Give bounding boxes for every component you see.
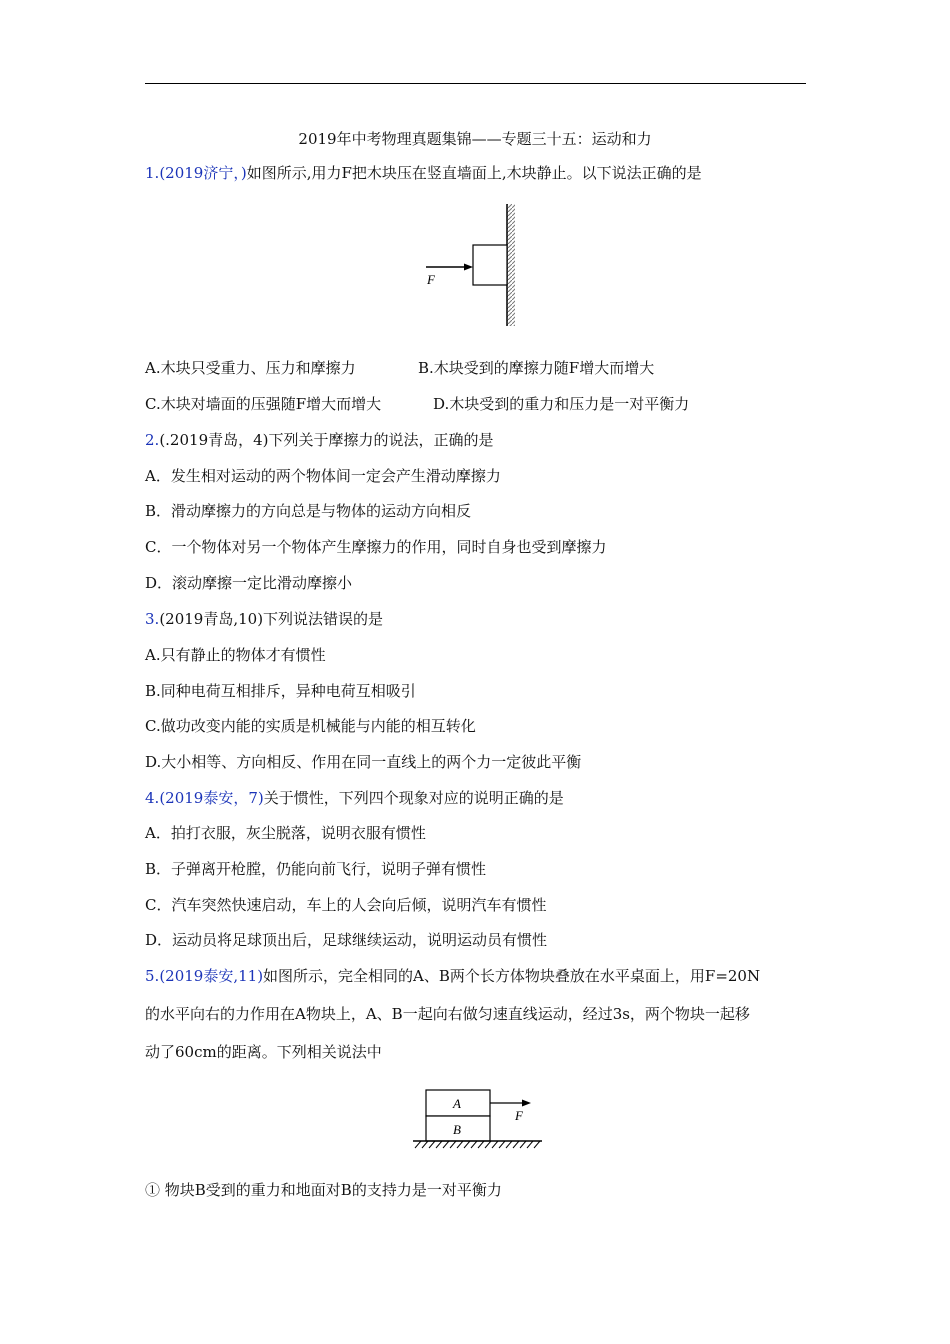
q1-stem-line — [145, 163, 702, 183]
q5-line-2: 的水平向右的力作用在A物块上，A、B一起向右做匀速直线运动，经过3s，两个物块一起移 — [145, 1005, 750, 1023]
q3-option-b: B.同种电荷互相排斥，异种电荷互相吸引 — [145, 682, 416, 700]
q3-stem: 下列说法错误的是 — [263, 610, 384, 628]
ground-hatch — [415, 1141, 540, 1148]
force-f-label: F — [515, 1108, 523, 1123]
wood-block — [473, 245, 507, 285]
q5-statement-1: ① 物块B受到的重力和地面对B的支持力是一对平衡力 — [145, 1181, 502, 1199]
q2-option-b: B．滑动摩擦力的方向总是与物体的运动方向相反 — [145, 502, 472, 520]
q3-stem-line — [145, 609, 383, 629]
force-arrow-head — [464, 264, 473, 271]
q2-number: 2. — [145, 431, 160, 449]
header-rule — [145, 83, 806, 84]
force-label: F — [427, 272, 435, 287]
q1-figure — [420, 200, 520, 330]
q4-option-d: D．运动员将足球顶出后，足球继续运动，说明运动员有惯性 — [145, 931, 548, 949]
q4-option-a: A．拍打衣服，灰尘脱落，说明衣服有惯性 — [145, 824, 426, 842]
q5-text-1: 如图所示，完全相同的A、B两个长方体物块叠放在水平桌面上，用F=20N — [263, 967, 761, 985]
q1-option-d: D.木块受到的重力和压力是一对平衡力 — [433, 395, 690, 413]
q3-option-d: D.大小相等、方向相反、作用在同一直线上的两个力一定彼此平衡 — [145, 753, 582, 771]
q1-source: (2019济宁，) — [159, 164, 247, 182]
q1-option-b: B.木块受到的摩擦力随F增大而增大 — [418, 359, 655, 377]
q1-option-c: C.木块对墙面的压强随F增大而增大 — [145, 395, 382, 413]
block-b-label: B — [453, 1122, 461, 1137]
q3-option-a: A.只有静止的物体才有惯性 — [145, 646, 326, 664]
wall-hatch — [507, 204, 515, 326]
q3-number: 3. — [145, 610, 160, 628]
q4-option-c: C．汽车突然快速启动，车上的人会向后倾，说明汽车有惯性 — [145, 896, 547, 914]
q1-stem: 如图所示,用力F把木块压在竖直墙面上,木块静止。以下说法正确的是 — [246, 164, 702, 182]
force-f-head — [522, 1100, 531, 1107]
q2-option-d: D．滚动摩擦一定比滑动摩擦小 — [145, 574, 353, 592]
q4-option-b: B．子弹离开枪膛，仍能向前飞行，说明子弹有惯性 — [145, 860, 487, 878]
q4-stem-line — [145, 788, 564, 808]
q3-option-c: C.做功改变内能的实质是机械能与内能的相互转化 — [145, 717, 476, 735]
q5-line-1 — [145, 966, 760, 986]
q4-stem: 关于惯性，下列四个现象对应的说明正确的是 — [263, 789, 564, 807]
q2-source: (.2019青岛，4) — [159, 431, 269, 449]
q4-source: (2019泰安，7) — [159, 789, 264, 807]
q1-number: 1. — [145, 164, 160, 182]
block-a-label: A — [453, 1096, 461, 1111]
q2-option-c: C．一个物体对另一个物体产生摩擦力的作用，同时自身也受到摩擦力 — [145, 538, 607, 556]
q2-stem: 下列关于摩擦力的说法，正确的是 — [268, 431, 494, 449]
q3-source: (2019青岛,10) — [159, 610, 264, 628]
q5-number: 5. — [145, 967, 160, 985]
q5-figure — [405, 1084, 550, 1162]
q4-number: 4. — [145, 789, 160, 807]
q2-option-a: A．发生相对运动的两个物体间一定会产生滑动摩擦力 — [145, 467, 501, 485]
q5-line-3: 动了60cm的距离。下列相关说法中 — [145, 1043, 382, 1061]
q1-option-a: A.木块只受重力、压力和摩擦力 — [145, 359, 356, 377]
q5-source: (2019泰安,11) — [159, 967, 264, 985]
page-title: 2019年中考物理真题集锦——专题三十五：运动和力 — [298, 130, 652, 148]
q2-stem-line — [145, 430, 494, 450]
